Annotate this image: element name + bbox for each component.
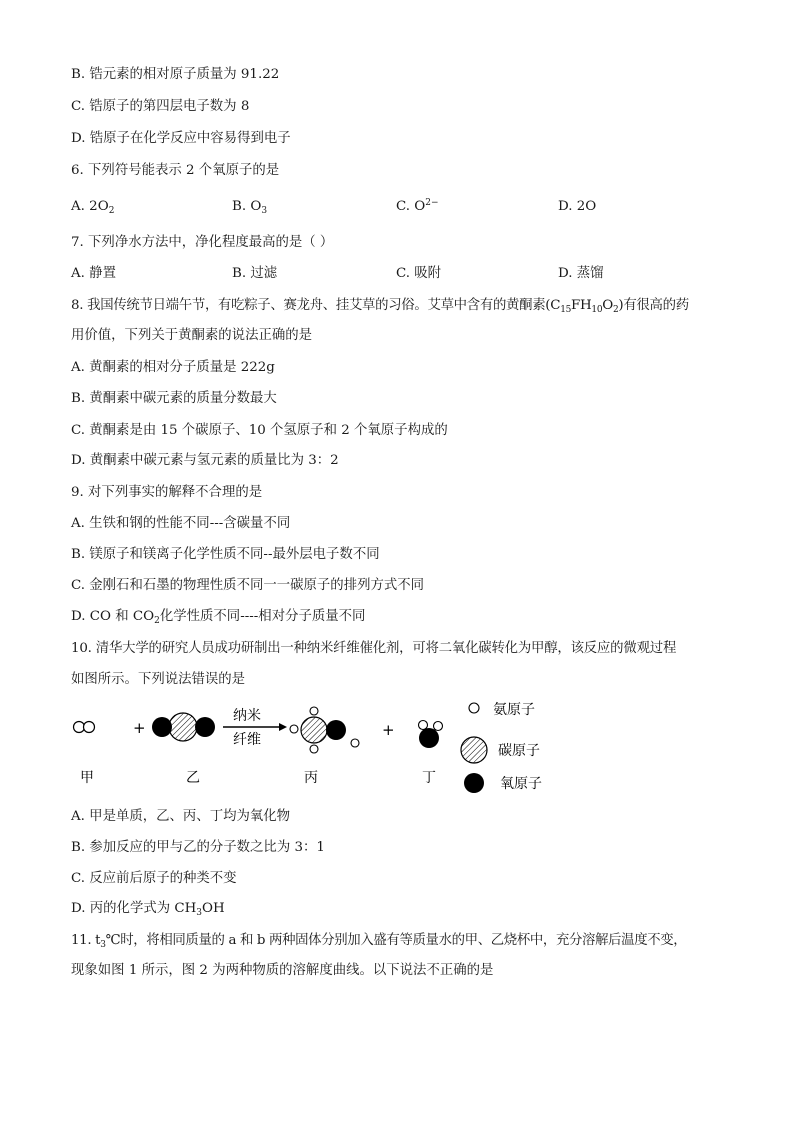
q8-stem-line2: 用价值，下列关于黄酮素的说法正确的是 [71, 328, 313, 343]
molecule-bing-ch3oh [290, 707, 359, 753]
catalyst-label-bottom: 纤维 [233, 732, 261, 748]
q7-option-a: A. 静置 [71, 266, 116, 281]
reaction-diagram-svg [60, 695, 580, 800]
q5-option-d: D. 锆原子在化学反应中容易得到电子 [71, 131, 291, 146]
q5-option-b: B. 锆元素的相对原子质量为 91.22 [71, 67, 280, 82]
q9-option-b: B. 镁原子和镁离子化学性质不同--最外层电子数不同 [71, 547, 380, 562]
q6-option-a: A. $2O_2$ [71, 199, 115, 216]
molecule-ding-h2o [419, 721, 443, 749]
q7-stem: 7. 下列净水方法中，净化程度最高的是（ ） [71, 235, 334, 250]
plus-sign-1: + [133, 719, 146, 737]
legend-carbon-icon [461, 737, 487, 763]
q9-option-a: A. 生铁和钢的性能不同---含碳量不同 [71, 516, 291, 531]
legend [461, 703, 487, 793]
q10-stem-line1: 10. 清华大学的研究人员成功研制出一种纳米纤维催化剂，可将二氧化碳转化为甲醇，该反应的微观过程 [71, 641, 677, 656]
q7-option-d: D. 蒸馏 [558, 266, 604, 281]
q8-option-d: D. 黄酮素中碳元素与氢元素的质量比为 3：2 [71, 453, 339, 468]
q9-option-c: C. 金刚石和石墨的物理性质不同一一碳原子的排列方式不同 [71, 578, 425, 593]
q10-option-a: A. 甲是单质，乙、丙、丁均为氧化物 [71, 809, 291, 824]
q6-option-b: B. $O_3$ [232, 199, 268, 216]
q8-option-a: A. 黄酮素的相对分子质量是 222g [71, 360, 275, 375]
q8-option-c: C. 黄酮素是由 15 个碳原子、10 个氢原子和 2 个氧原子构成的 [71, 423, 448, 438]
legend-hydrogen-label: 氨原子 [493, 702, 535, 718]
legend-oxygen-label: 氧原子 [500, 776, 542, 792]
q9-option-d: D. CO 和 $CO_2$化学性质不同----相对分子质量不同 [71, 609, 366, 626]
catalyst-label-top: 纳米 [233, 708, 261, 724]
label-ding: 丁 [422, 770, 436, 786]
q10-stem-line2: 如图所示。下列说法错误的是 [71, 672, 246, 687]
label-jia: 甲 [80, 770, 94, 786]
reaction-arrow [223, 723, 287, 731]
legend-carbon-label: 碳原子 [498, 743, 540, 759]
plus-sign-2: + [382, 721, 395, 739]
q6-stem: 6. 下列符号能表示 2 个氧原子的是 [71, 163, 280, 178]
q7-option-c: C. 吸附 [396, 266, 442, 281]
q6-option-d: D. 2O [558, 199, 597, 214]
q10-option-b: B. 参加反应的甲与乙的分子数之比为 3：1 [71, 840, 325, 855]
q6-option-c: C. $O^{2-}$ [396, 198, 439, 214]
q11-stem-line1: 11. $t_3℃$时，将相同质量的 a 和 b 两种固体分别加入盛有等质量水的甲、乙烧杯中，充分溶解后温度不变， [71, 933, 687, 950]
q8-stem-line1: 8. 我国传统节日端午节，有吃粽子、赛龙舟、挂艾草的习俗。艾草中含有的黄酮素$(C_{15}FH_{10}O_2)$有很高的药 [71, 298, 689, 315]
reaction-diagram [60, 695, 580, 800]
molecule-jia-h2 [74, 722, 95, 733]
q8-option-b: B. 黄酮素中碳元素的质量分数最大 [71, 391, 277, 406]
q9-stem: 9. 对下列事实的解释不合理的是 [71, 485, 263, 500]
q5-option-c: C. 锆原子的第四层电子数为 8 [71, 99, 250, 114]
label-bing: 丙 [304, 770, 318, 786]
legend-oxygen-icon [464, 773, 484, 793]
q10-option-c: C. 反应前后原子的种类不变 [71, 871, 237, 886]
q10-option-d: D. 丙的化学式为 $CH_3OH$ [71, 901, 225, 918]
q7-option-b: B. 过滤 [232, 266, 278, 281]
label-yi: 乙 [186, 770, 200, 786]
q11-stem-line2: 现象如图 1 所示，图 2 为两种物质的溶解度曲线。以下说法不正确的是 [71, 963, 494, 978]
legend-hydrogen-icon [469, 703, 479, 713]
molecule-yi-co2 [152, 713, 215, 741]
